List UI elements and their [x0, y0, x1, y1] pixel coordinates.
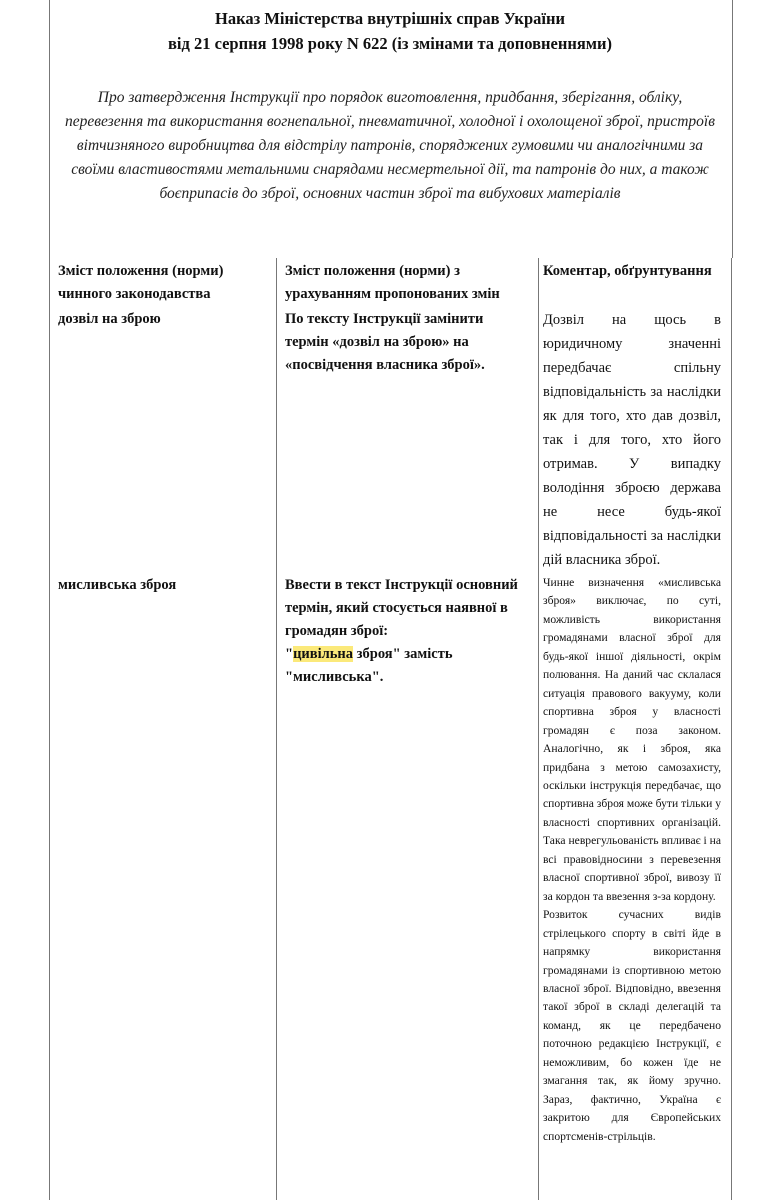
header-cell-proposed	[276, 258, 538, 306]
header-current-law: Зміст положення (норми) чинного законодавства	[58, 263, 224, 302]
header-proposed: Зміст положення (норми) з урахуванням пропонованих змін	[285, 263, 500, 302]
header-comment: Коментар, обґрунтування	[543, 263, 712, 279]
row1-current: дозвіл на зброю	[58, 311, 161, 327]
row1-proposed-cell	[276, 306, 538, 572]
title-line-1: Наказ Міністерства внутрішніх справ України	[215, 9, 565, 28]
row1-proposed: По тексту Інструкції замінити термін «дозвіл на зброю» на «посвідчення власника зброї».	[285, 311, 485, 373]
row2-proposed-cell	[276, 572, 538, 1200]
row2-comment-cell	[538, 572, 732, 1200]
row1-current-cell	[49, 306, 276, 572]
header-cell-comment	[538, 258, 732, 306]
row2-comment-paragraph-1: Чинне визначення «мисливська зброя» виключає, по суті, можливість використання громадянами власної зброї для будь-якої іншої діяльності, окрім полювання. На даний час склалася ситуація правового вакууму, коли спортивна зброя у власності громадян є поза законом. Аналогічно, як і зброя, яка придбана з метою самозахисту, оскільки інструкція передбачає, що спортивна зброя може бути тільки у власності спортивних організацій. Така неврегульованість впливає і на всі правовідносини з перевезення власної спортивної зброї, вивозу її за кордон та ввезення з-за кордону.	[543, 576, 721, 903]
document-title	[49, 6, 731, 56]
row2-proposed-rest: зброя" замість "мисливська".	[285, 646, 453, 685]
row2-comment	[543, 574, 721, 1146]
header-cell-current-law	[49, 258, 276, 306]
row1-comment-cell	[538, 306, 732, 572]
row1-comment: Дозвіл на щось в юридичному значенні передбачає спільну відповідальність за наслідки як для того, хто дав дозвіл, так і для того, хто його отримав. У випадку володіння зброєю держава не несе будь-якої відповідальності за наслідки дій власника зброї.	[543, 312, 721, 568]
row2-proposed-term	[285, 643, 530, 689]
document-subtitle: Про затвердження Інструкції про порядок виготовлення, придбання, зберігання, обліку, перевезення та використання вогнепальної, пневматичної, холодної і охолощеної зброї, пристроїв вітчизняного виробництва для відстрілу патронів, споряджених гумовими чи аналогічними за своїми властивостями метальними снарядами несмертельної дії, та патронів до них, а також боєприпасів до зброї, основних частин зброї та вибухових матеріалів	[65, 89, 715, 202]
title-line-2: від 21 серпня 1998 року N 622 (із змінами та доповненнями)	[167, 34, 613, 53]
row2-proposed-intro: Ввести в текст Інструкції основний термін, який стосується наявної в громадян зброї:	[285, 577, 518, 639]
quote-open: "	[285, 646, 294, 662]
highlighted-word: цивільна	[293, 646, 354, 662]
row2-current-cell	[49, 572, 276, 1200]
row2-proposed	[285, 574, 530, 689]
comparison-table	[49, 258, 732, 1200]
row2-current: мисливська зброя	[58, 577, 177, 593]
row2-comment-paragraph-2: Розвиток сучасних видів стрілецького спорту в світі йде в напрямку використання громадянами із спортивною метою власної зброї. Відповідно, ввезення такої зброї в складі делегацій та команд, як це передбачено поточною редакцією Інструкції, є неможливим, бо кожен їде не змагання так, як йому зручно. Зараз, фактично, Україна є закритою для Європейських спортсменів-стрільців.	[543, 908, 721, 1143]
